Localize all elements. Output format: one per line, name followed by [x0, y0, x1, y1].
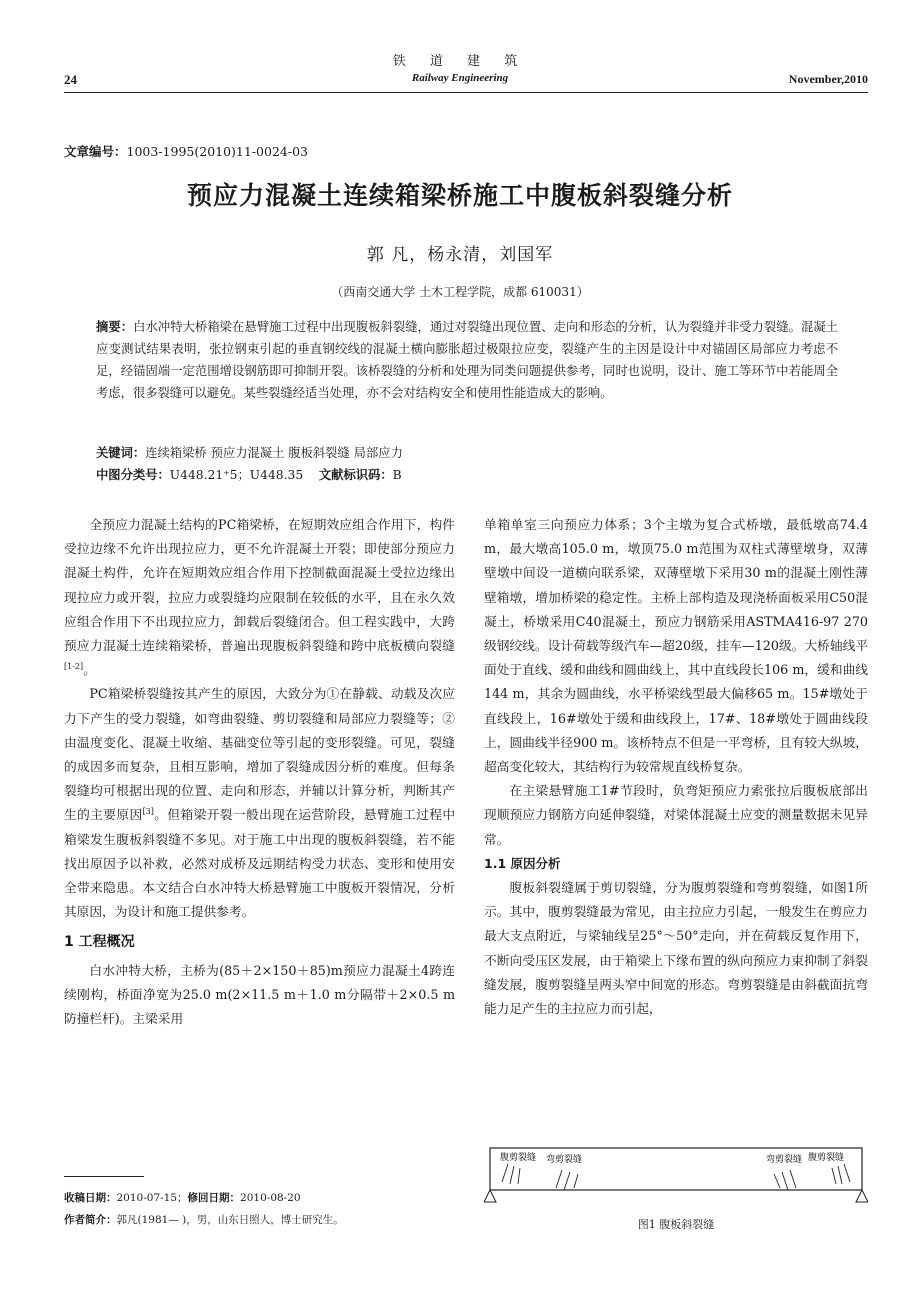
flexure-shear-crack-right: [774, 1170, 796, 1190]
paragraph-text: PC箱梁桥裂缝按其产生的原因，大致分为①在静载、动载及次应力下产生的受力裂缝，如弯曲裂缝、剪切裂缝和局部应力裂缝等；②由温度变化、混凝土收缩、基础变位等引起的变形裂缝。可见，裂缝的成因多而复杂，且相互影响，增加了裂缝成因分析的难度。但每条裂缝均可根据出现的位置、走向和形态，并辅以计算分析，判断其产生的主要原因: [64, 686, 455, 823]
left-support: [484, 1190, 496, 1202]
left-column: [64, 513, 455, 1031]
journal-title-cn: 铁 道 建 筑: [392, 54, 528, 69]
paragraph: [64, 682, 455, 924]
footnote-dates: [64, 1190, 301, 1205]
paper-title: 预应力混凝土连续箱梁桥施工中腹板斜裂缝分析: [186, 181, 733, 210]
subsection-heading: 1.1 原因分析: [484, 855, 561, 871]
label-flexure-shear-right: 弯剪裂缝: [766, 1155, 803, 1165]
keywords-text: 连续箱梁桥 预应力混凝土 腹板斜裂缝 局部应力: [145, 446, 403, 460]
figure-1-diagram: [484, 1144, 868, 1214]
citation: [3]: [142, 807, 154, 817]
abstract-text: 白水冲特大桥箱梁在悬臂施工过程中出现腹板斜裂缝，通过对裂缝出现位置、走向和形态的分析，认为裂缝并非受力裂缝。混凝土应变测试结果表明，张拉钢束引起的垂直钢绞线的混凝土横向膨胀超过极限拉应变，裂缝产生的主因是设计中对锚固区局部应力考虑不足，经锚固端一定范围增设钢筋即可抑制开裂。该桥裂缝的分析和处理为同类问题提供参考，同时也说明，设计、施工等环节中若能周全考虑，很多裂缝可以避免。某些裂缝经适当处理，亦不会对结构安全和使用性能造成大的影响。: [96, 320, 838, 400]
paragraph-text: 全预应力混凝土结构的PC箱梁桥，在短期效应组合作用下，构件受拉边缘不允许出现拉应力，更不允许混凝土开裂；即使部分预应力混凝土构件，允许在短期效应组合作用下控制截面混凝土受拉边缘出现拉应力或开裂，拉应力或裂缝均应限制在较低的水平，且在永久效应组合作用下不出现拉应力，卸载后裂缝闭合。但工程实践中，大跨预应力混凝土连续箱梁桥，普遍出现腹板斜裂缝和跨中底板横向裂缝: [64, 517, 455, 654]
flexure-shear-crack-left: [556, 1170, 578, 1190]
label-flexure-shear-left: 弯剪裂缝: [546, 1155, 583, 1165]
label-web-shear-right: 腹剪裂缝: [808, 1153, 845, 1163]
paragraph: 单箱单室三向预应力体系；3个主墩为复合式桥墩，最低墩高74.4 m，最大墩高105.0 m，墩顶75.0 m范围为双柱式薄壁墩身，双薄壁墩中间设一道横向联系梁，双薄壁墩下采用30 m的混凝土刚性薄壁箱墩，增加桥梁的稳定性。主桥上部构造及现浇桥面板采用C50混凝土，桥墩采用C40混凝土，预应力钢筋采用ASTMA416-97 270级钢绞线。设计荷载等级汽车—超20级，挂车—120级。大桥轴线平面处于直线、缓和曲线和圆曲线上，其中直线段长106 m，缓和曲线144 m，其余为圆曲线，水平桥梁线型最大偏移65 m。15#墩处于直线段上，16#墩处于缓和曲线段上，17#、18#墩处于圆曲线段上，圆曲线半径900 m。该桥特点不但是一平弯桥，且有较大纵坡，超高变化较大，其结构行为较常规直线桥复杂。: [484, 517, 868, 775]
affiliation: （西南交通大学 土木工程学院，成都 610031）: [331, 285, 589, 299]
figure-caption: 图1 腹板斜裂缝: [637, 1218, 715, 1231]
author-info: 郭凡(1981— )，男，山东日照人，博士研究生。: [116, 1214, 344, 1226]
keywords-label: 关键词：: [96, 446, 146, 460]
label-web-shear-left: 腹剪裂缝: [500, 1153, 537, 1163]
revised-label: 修回日期：: [187, 1192, 241, 1204]
journal-title-en: Railway Engineering: [411, 72, 509, 84]
footnote-author: [64, 1212, 344, 1227]
citation: [1-2]: [64, 661, 84, 671]
author-info-label: 作者简介：: [64, 1214, 117, 1226]
paragraph: 在主梁悬臂施工1#节段时，负弯矩预应力索张拉后腹板底部出现顺预应力钢筋方向延伸裂缝，对梁体混凝土应变的测量数据未见异常。: [484, 783, 868, 847]
web-shear-crack-left: [502, 1164, 520, 1184]
paragraph: 腹板斜裂缝属于剪切裂缝，分为腹剪裂缝和弯剪裂缝，如图1所示。其中，腹剪裂缝最为常见，由主拉应力引起，一般发生在剪应力最大支点附近，与梁轴线呈25°～50°走向，并在荷载反复作用下，不断向受压区发展，由于箱梁上下缘布置的纵向预应力束抑制了斜裂缝发展，腹剪裂缝呈两头窄中间宽的形态。弯剪裂缝是由斜截面抗弯能力足产生的主拉应力而引起，: [484, 880, 868, 1017]
paragraph-text: 。: [83, 662, 96, 678]
header-rule: [64, 92, 868, 93]
issue-date: November,2010: [788, 72, 868, 86]
page-number: 24: [64, 72, 77, 87]
authors: 郭 凡，杨永清，刘国军: [366, 245, 554, 265]
received-label: 收稿日期：: [64, 1192, 117, 1204]
right-column: [484, 513, 868, 1021]
web-shear-crack-right: [832, 1164, 850, 1184]
right-support: [856, 1190, 868, 1202]
clc-label: 中图分类号：: [96, 468, 170, 482]
footnote-rule: [64, 1176, 144, 1177]
article-number-value: 1003-1995(2010)11-0024-03: [126, 144, 308, 159]
revised-date: 2010-08-20: [240, 1192, 301, 1204]
paragraph: [64, 513, 455, 682]
keywords: [96, 442, 838, 464]
doc-code-value: B: [392, 468, 402, 482]
section-heading: 1 工程概况: [64, 934, 135, 951]
paragraph: 白水冲特大桥，主桥为(85＋2×150＋85)m预应力混凝土4跨连续刚构，桥面净宽为25.0 m(2×11.5 m＋1.0 m分隔带＋2×0.5 m防撞栏杆)。主梁采用: [64, 962, 455, 1027]
article-number-label: 文章编号：: [64, 144, 127, 159]
abstract: [96, 316, 838, 404]
paragraph-text: 。但箱梁开裂一般出现在运营阶段，悬臂施工过程中箱梁发生腹板斜裂缝不多见。对于施工中出现的腹板斜裂缝，若不能找出原因予以补救，必然对成桥及远期结构受力状态、变形和使用安全带来隐患。本文结合白水冲特大桥悬臂施工中腹板开裂情况，分析其原因，为设计和施工提供参考。: [64, 807, 456, 920]
classification: [96, 464, 838, 486]
article-number: [64, 142, 308, 160]
abstract-label: 摘要：: [96, 320, 134, 334]
doc-code-label: 文献标识码：: [318, 468, 393, 482]
clc-value: U448.21⁺5；U448.35: [169, 468, 304, 482]
received-date: 2010-07-15；: [116, 1192, 188, 1204]
